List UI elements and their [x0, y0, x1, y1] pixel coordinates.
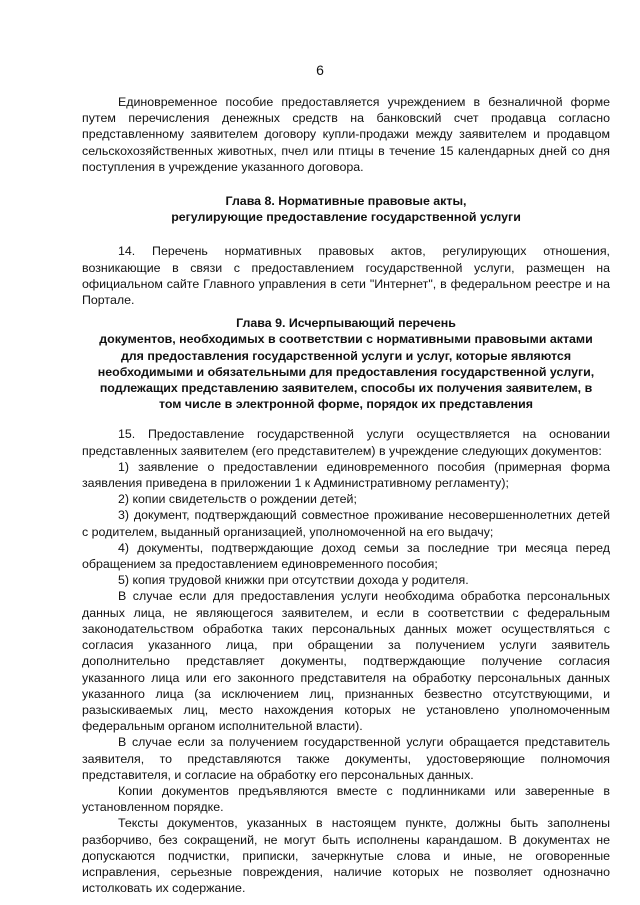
chapter9-heading-line4: необходимыми и обязательными для предоставления государственной услуги,	[97, 364, 595, 379]
chapter8-heading-line1: Глава 8. Нормативные правовые акты,	[225, 194, 467, 209]
intro-paragraph: Единовременное пособие предоставляется учреждением в безналичной форме путем перечисления денежных средств на банковский счет продавца согласно представленному заявителем договору купли-продажи между заявителем и продавцом сельскохозяйственных животных, пчел или птицы в течение 15 календарных дней со дня поступления в учреждение указанного договора.	[82, 95, 610, 174]
page-number: 6	[316, 62, 324, 78]
item15-intro: 15. Предоставление государственной услуги осуществляется на основании представленных заявителем (его представителем) в учреждение следующих документов:	[82, 427, 610, 458]
chapter9-heading-line1: Глава 9. Исчерпывающий перечень	[236, 316, 456, 331]
representative-paragraph: В случае если за получением государственной услуги обращается представитель заявителя, то представляются также документы, удостоверяющие полномочия представителя, и согласие на обработку его персональных данных.	[82, 735, 610, 782]
chapter8-heading-line2: регулирующие предоставление государственной услуги	[171, 210, 521, 225]
item14-paragraph: 14. Перечень нормативных правовых актов, регулирующих отношения, возникающие в связи с предоставлением государственной услуги, размещен на официальном сайте Главного управления в сети "Интернет", в федеральном реестре и на Портале.	[82, 244, 610, 308]
chapter9-heading-line3: для предоставления государственной услуги и услуг, которые являются	[120, 348, 572, 363]
chapter9-heading-line5: подлежащих представлению заявителем, способы их получения заявителем, в	[99, 381, 593, 396]
copies-paragraph: Копии документов предъявляются вместе с подлинниками или заверенные в установленном порядке.	[82, 783, 610, 815]
chapter9-heading-line2: документов, необходимых в соответствии с нормативными правовыми актами	[99, 332, 593, 347]
personal-data-paragraph: В случае если для предоставления услуги необходима обработка персональных данных лица, не являющегося заявителем, и если в соответствии с федеральным законодательством обработка таких персональных данных может осуществляться с согласия указанного лица, при обращении за получением услуги заявитель дополнительно представляет документы, подтверждающие получение согласия указанного лица или его законного представителя на обработку персональных данных указанного лица (за исключением лиц, признанных безвестно отсутствующими, и разыскиваемых лиц, место нахождения которых не установлено уполномоченным федеральным органом исполнительной власти).	[82, 589, 610, 734]
item15-list-item-5: 5) копия трудовой книжки при отсутствии дохода у родителя.	[118, 573, 469, 588]
chapter9-heading-line6: том числе в электронной форме, порядок их представления	[158, 397, 534, 412]
item15-list-item-3: 3) документ, подтверждающий совместное проживание несовершеннолетних детей с родителем, выданный организацией, уполномоченной на его выдачу;	[82, 508, 610, 539]
item15-list-item-1: 1) заявление о предоставлении единовременного пособия (примерная форма заявления приведена в приложении 1 к Административному регламенту);	[82, 459, 610, 491]
item15-list-item-2: 2) копии свидетельств о рождении детей;	[118, 492, 357, 507]
texts-paragraph: Тексты документов, указанных в настоящем пункте, должны быть заполнены разборчиво, без сокращений, не могут быть исполнены карандашом. В документах не допускаются подчистки, приписки, зачеркнутые слова и иные, не оговоренные исправления, серьезные повреждения, наличие которых не позволяет однозначно истолковать их содержание.	[82, 816, 610, 896]
document-body	[82, 94, 610, 896]
item15-list-item-4: 4) документы, подтверждающие доход семьи за последние три месяца перед обращением за предоставлением единовременного пособия;	[82, 540, 610, 572]
